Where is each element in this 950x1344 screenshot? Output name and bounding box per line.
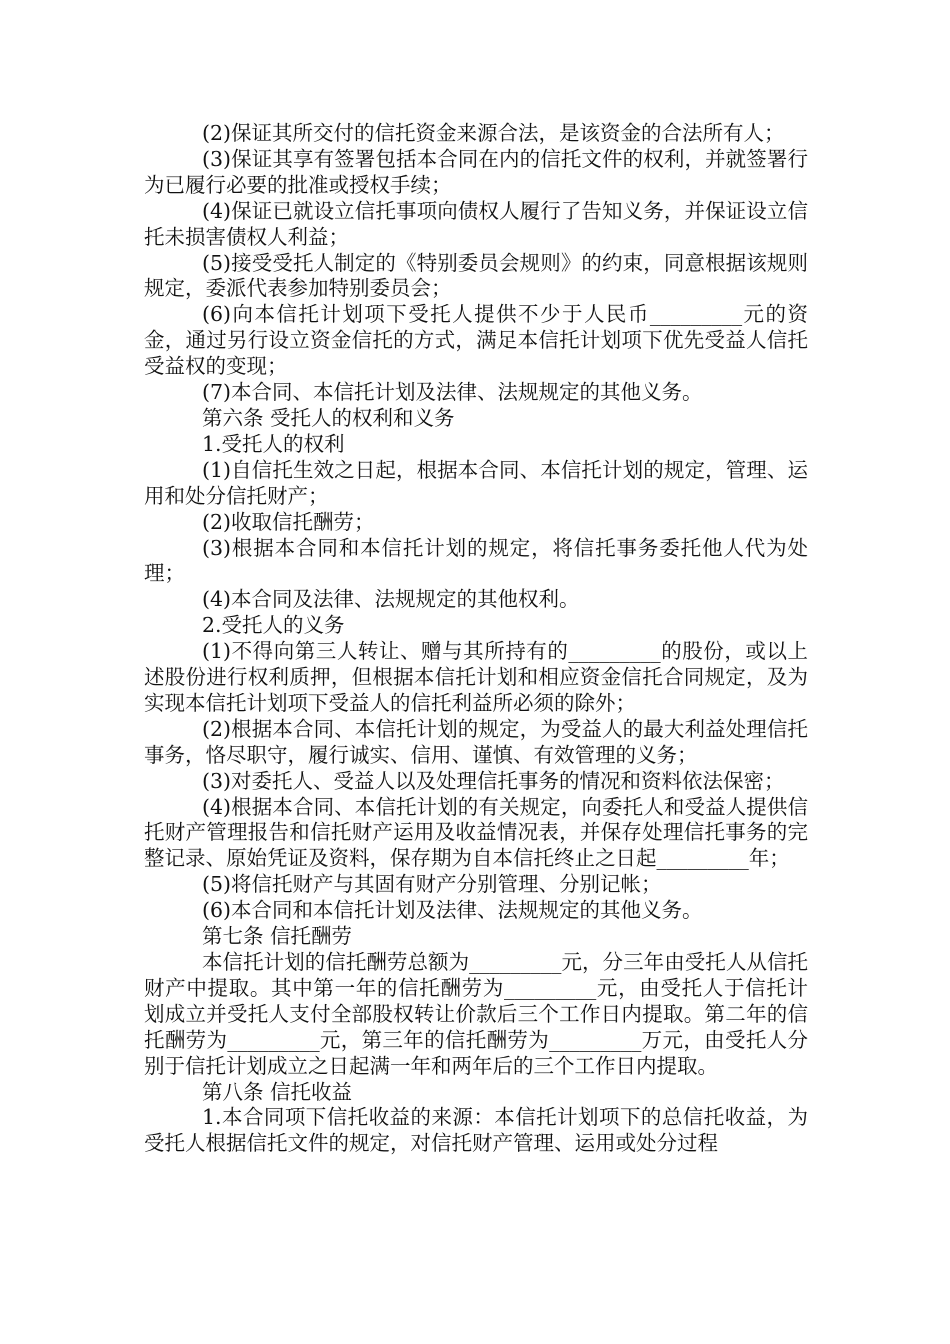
duties-clause-1: (1)不得向第三人转让、赠与其所持有的_________的股份，或以上述股份进行权利质押，但根据本信托计划和相应资金信托合同规定，及为实现本信托计划项下受益人的信托利益所必须的除外； xyxy=(144,639,808,715)
trustee-rights-heading: 1.受托人的权利 xyxy=(202,431,345,456)
rights-clause-2: (2)收取信托酬劳； xyxy=(202,509,375,534)
article-8-clause-1: 1.本合同项下信托收益的来源：本信托计划项下的总信托收益，为受托人根据信托文件的规定，对信托财产管理、运用或处分过程 xyxy=(144,1105,808,1156)
article-6-heading: 第六条 受托人的权利和义务 xyxy=(202,405,455,430)
clause-4: (4)保证已就设立信托事项向债权人履行了告知义务，并保证设立信托未损害债权人利益； xyxy=(144,198,808,249)
clause-2: (2)保证其所交付的信托资金来源合法，是该资金的合法所有人； xyxy=(202,121,785,145)
duties-clause-4: (4)根据本合同、本信托计划的有关规定，向委托人和受益人提供信托财产管理报告和信托财产运用及收益情况表，并保存处理信托事务的完整记录、原始凭证及资料，保存期为自本信托终止之日起_________年； xyxy=(144,794,808,871)
article-8-heading: 第八条 信托收益 xyxy=(202,1079,353,1104)
clause-6: (6)向本信托计划项下受托人提供不少于人民币_________元的资金，通过另行设立资金信托的方式，满足本信托计划项下优先受益人信托受益权的变现； xyxy=(144,302,808,379)
duties-clause-2: (2)根据本合同、本信托计划的规定，为受益人的最大利益处理信托事务，恪尽职守，履行诚实、信用、谨慎、有效管理的义务； xyxy=(144,716,808,767)
rights-clause-1: (1)自信托生效之日起，根据本合同、本信托计划的规定，管理、运用和处分信托财产； xyxy=(144,457,808,508)
clause-3: (3)保证其享有签署包括本合同在内的信托文件的权利，并就签署行为已履行必要的批准或授权手续； xyxy=(144,146,808,197)
rights-clause-3: (3)根据本合同和本信托计划的规定，将信托事务委托他人代为处理； xyxy=(144,535,808,586)
clause-7: (7)本合同、本信托计划及法律、法规规定的其他义务。 xyxy=(202,380,703,405)
trustee-duties-heading: 2.受托人的义务 xyxy=(202,613,345,638)
duties-clause-6: (6)本合同和本信托计划及法律、法规规定的其他义务。 xyxy=(202,898,703,923)
rights-clause-4: (4)本合同及法律、法规规定的其他权利。 xyxy=(202,587,580,612)
article-7-body: 本信托计划的信托酬劳总额为_________元，分三年由受托人从信托财产中提取。其中第一年的信托酬劳为_________元，由受托人于信托计划成立并受托人支付全部股权转让价款后三个工作日内提取。第二年的信托酬劳为_________元，第三年的信托酬劳为_________万元，由受托人分别于信托计划成立之日起满一年和两年后的三个工作日内提取。 xyxy=(144,950,808,1078)
clause-5: (5)接受受托人制定的《特别委员会规则》的约束，同意根据该规则规定，委派代表参加特别委员会； xyxy=(144,250,808,301)
document-page xyxy=(144,121,808,1157)
duties-clause-5: (5)将信托财产与其固有财产分别管理、分别记帐； xyxy=(202,872,662,897)
duties-clause-3: (3)对委托人、受益人以及处理信托事务的情况和资料依法保密； xyxy=(202,768,785,793)
article-7-heading: 第七条 信托酬劳 xyxy=(202,924,353,949)
